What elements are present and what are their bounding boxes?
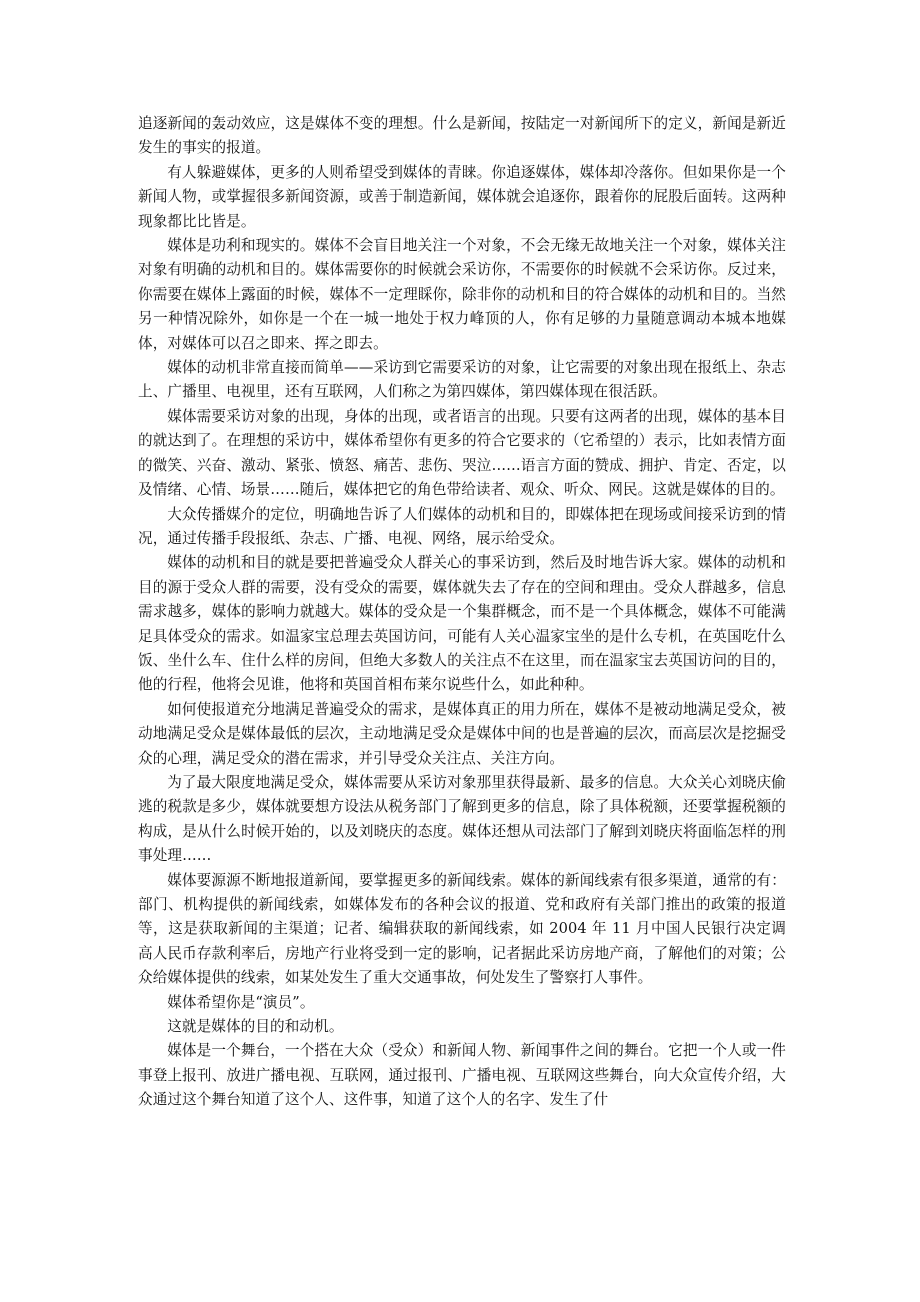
paragraph-12: 这就是媒体的目的和动机。 [167, 1018, 344, 1036]
paragraph-5: 媒体需要采访对象的出现，身体的出现，或者语言的出现。只要有这两者的出现，媒体的基本目的就达到了。在理想的采访中，媒体希望你有更多的符合它要求的（它希望的）表示，比如表情方面的微笑、兴奋、激动、紧张、愤怒、痛苦、悲伤、哭泣……语言方面的赞成、拥护、肯定、否定，以及情绪、心情、场景……随后，媒体把它的角色带给读者、观众、听众、网民。这就是媒体的目的。 [138, 407, 786, 499]
paragraph-8: 如何使报道充分地满足普遍受众的需求，是媒体真正的用力所在，媒体不是被动地满足受众，被动地满足受众是媒体最低的层次，主动地满足受众是媒体中间的也是普遍的层次，而高层次是挖掘受众的心理，满足受众的潜在需求，并引导受众关注点、关注方向。 [138, 700, 786, 767]
paragraph-3: 媒体是功利和现实的。媒体不会盲目地关注一个对象，不会无缘无故地关注一个对象，媒体关注对象有明确的动机和目的。媒体需要你的时候就会采访你，不需要你的时候就不会采访你。反过来，你需要在媒体上露面的时候，媒体不一定理睬你，除非你的动机和目的符合媒体的动机和目的。当然另一种情况除外，如你是一个在一城一地处于权力峰顶的人，你有足够的力量随意调动本城本地媒体，对媒体可以召之即来、挥之即去。 [138, 237, 786, 352]
document-page [138, 112, 786, 1113]
paragraph-4: 媒体的动机非常直接而简单——采访到它需要采访的对象，让它需要的对象出现在报纸上、杂志上、广播里、电视里，还有互联网，人们称之为第四媒体，第四媒体现在很活跃。 [138, 359, 786, 401]
paragraph-2: 有人躲避媒体，更多的人则希望受到媒体的青睐。你追逐媒体，媒体却冷落你。但如果你是一个新闻人物，或掌握很多新闻资源，或善于制造新闻，媒体就会追逐你，跟着你的屁股后面转。这两种现象都比比皆是。 [138, 163, 786, 230]
paragraph-1: 追逐新闻的轰动效应，这是媒体不变的理想。什么是新闻，按陆定一对新闻所下的定义，新闻是新近发生的事实的报道。 [138, 115, 786, 157]
paragraph-7: 媒体的动机和目的就是要把普遍受众人群关心的事采访到，然后及时地告诉大家。媒体的动机和目的源于受众人群的需要，没有受众的需要，媒体就失去了存在的空间和理由。受众人群越多，信息需求越多，媒体的影响力就越大。媒体的受众是一个集群概念，而不是一个具体概念，媒体不可能满足具体受众的需求。如温家宝总理去英国访问，可能有人关心温家宝坐的是什么专机，在英国吃什么饭、坐什么车、住什么样的房间，但绝大多数人的关注点不在这里，而在温家宝去英国访问的目的，他的行程，他将会见谁，他将和英国首相布莱尔说些什么，如此种种。 [138, 554, 786, 694]
paragraph-10: 媒体要源源不断地报道新闻，要掌握更多的新闻线索。媒体的新闻线索有很多渠道，通常的有：部门、机构提供的新闻线索，如媒体发布的各种会议的报道、党和政府有关部门推出的政策的报道等，这是获取新闻的主渠道；记者、编辑获取的新闻线索，如 2004 年 11 月中国人民银行决定调高人民币存款利率后，房地产行业将受到一定的影响，记者据此采访房地产商，了解他们的对策；公众给媒体提供的线索，如某处发生了重大交通事故，何处发生了警察打人事件。 [138, 871, 786, 987]
paragraph-9: 为了最大限度地满足受众，媒体需要从采访对象那里获得最新、最多的信息。大众关心刘晓庆偷逃的税款是多少，媒体就要想方设法从税务部门了解到更多的信息，除了具体税额，还要掌握税额的构成，是从什么时候开始的，以及刘晓庆的态度。媒体还想从司法部门了解到刘晓庆将面临怎样的刑事处理…… [138, 773, 786, 865]
paragraph-13: 媒体是一个舞台，一个搭在大众（受众）和新闻人物、新闻事件之间的舞台。它把一个人或一件事登上报刊、放进广播电视、互联网，通过报刊、广播电视、互联网这些舞台，向大众宣传介绍，大众通过这个舞台知道了这个人、这件事，知道了这个人的名字、发生了什 [138, 1042, 786, 1109]
paragraph-6: 大众传播媒介的定位，明确地告诉了人们媒体的动机和目的，即媒体把在现场或间接采访到的情况，通过传播手段报纸、杂志、广播、电视、网络，展示给受众。 [138, 505, 786, 547]
paragraph-11: 媒体希望你是“演员”。 [167, 993, 315, 1011]
